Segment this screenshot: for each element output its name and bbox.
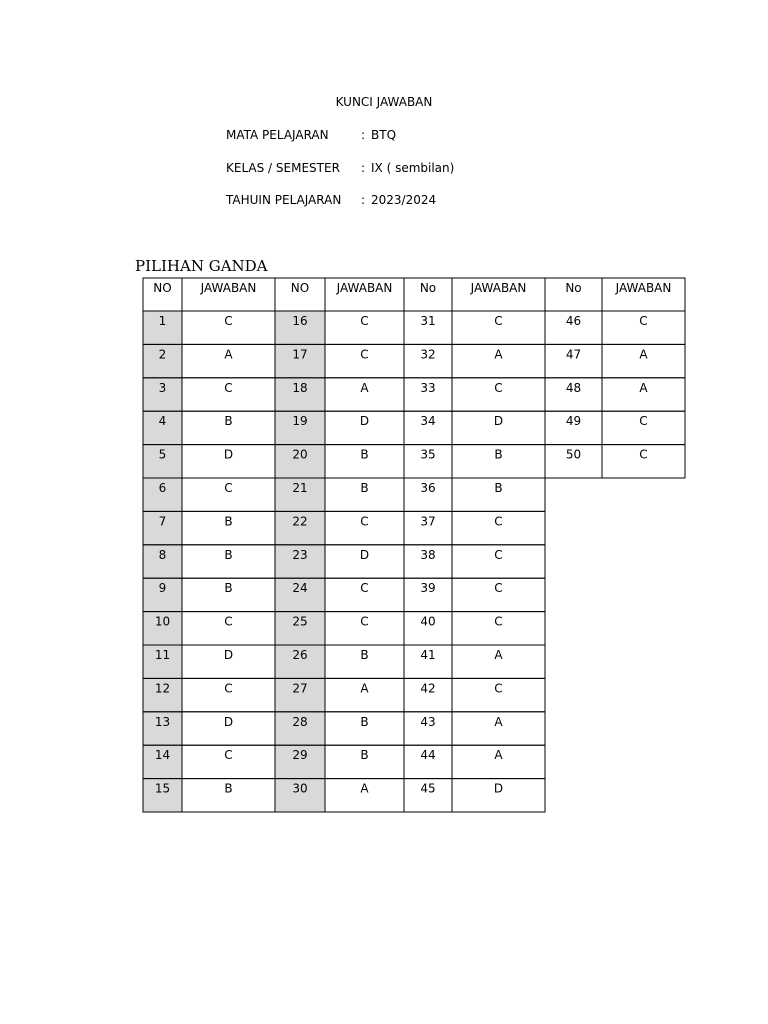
answer-letter: C — [224, 481, 233, 495]
info-value: 2023/2024 — [371, 193, 437, 207]
answer-letter: C — [224, 314, 233, 328]
question-number: 8 — [158, 547, 167, 562]
answer-letter: A — [224, 347, 233, 362]
question-number: 40 — [420, 614, 436, 629]
answer-letter: C — [494, 614, 503, 629]
header-label: JAWABAN — [470, 281, 527, 295]
question-number: 15 — [154, 781, 171, 796]
answer-letter: C — [639, 447, 648, 462]
question-number: 50 — [565, 447, 582, 462]
answer-letter: C — [494, 514, 503, 529]
question-number: 5 — [158, 447, 167, 462]
question-number: 16 — [292, 314, 308, 328]
question-number: 14 — [154, 748, 171, 763]
answer-letter: C — [494, 581, 503, 596]
question-number: 28 — [292, 714, 308, 729]
question-number: 36 — [420, 481, 436, 495]
question-number: 43 — [420, 714, 436, 729]
answer-letter: C — [360, 614, 369, 629]
header-label: NO — [290, 281, 310, 295]
question-number: 6 — [158, 481, 167, 495]
answer-letter: A — [360, 681, 369, 696]
answer-letter: D — [223, 447, 234, 462]
question-number: 22 — [292, 514, 308, 529]
answer-letter: C — [224, 681, 233, 696]
question-number: 18 — [292, 380, 308, 395]
info-value: BTQ — [371, 128, 397, 142]
answer-letter: A — [494, 748, 503, 763]
info-colon: : — [361, 161, 366, 175]
answer-letter: C — [494, 380, 503, 395]
question-number: 13 — [154, 714, 171, 729]
answer-letter: B — [360, 447, 369, 462]
answer-letter: D — [223, 714, 234, 729]
question-number: 44 — [420, 748, 436, 763]
question-number: 27 — [292, 681, 308, 696]
question-number: 19 — [292, 414, 308, 429]
answer-letter: A — [494, 347, 503, 362]
question-number: 31 — [420, 314, 436, 328]
answer-letter: A — [639, 380, 648, 395]
question-number: 17 — [292, 347, 308, 362]
question-number: 45 — [420, 781, 436, 796]
answer-letter: B — [360, 648, 369, 662]
question-number: 3 — [158, 380, 167, 395]
answer-letter: C — [360, 314, 369, 328]
answer-letter: B — [224, 581, 233, 596]
answer-letter: B — [494, 481, 503, 495]
header-label: NO — [153, 281, 172, 295]
answer-letter: A — [494, 648, 503, 662]
question-number: 24 — [292, 581, 308, 596]
question-number: 30 — [292, 781, 308, 796]
answer-letter: B — [360, 481, 369, 495]
answer-letter: C — [494, 314, 503, 328]
answer-letter: B — [224, 781, 233, 796]
section-title: PILIHAN GANDA — [135, 257, 268, 275]
answer-letter: C — [494, 547, 503, 562]
question-number: 49 — [565, 414, 582, 429]
info-label: MATA PELAJARAN — [226, 128, 329, 142]
info-value: IX ( sembilan) — [371, 161, 455, 175]
info-label: KELAS / SEMESTER — [226, 161, 340, 175]
header-label: JAWABAN — [615, 281, 672, 295]
answer-letter: B — [224, 414, 233, 429]
header-label: No — [419, 281, 437, 295]
answer-letter: A — [494, 714, 503, 729]
question-number: 26 — [292, 648, 308, 662]
question-number: 42 — [420, 681, 436, 696]
answer-letter: D — [493, 414, 504, 429]
question-number: 25 — [292, 614, 308, 629]
question-number: 20 — [292, 447, 308, 462]
answer-letter: C — [360, 581, 369, 596]
question-number: 1 — [158, 314, 167, 328]
answer-letter: B — [494, 447, 503, 462]
answer-letter: A — [360, 781, 369, 796]
question-number: 38 — [420, 547, 436, 562]
answer-letter: C — [224, 380, 233, 395]
answer-letter: D — [223, 648, 234, 662]
question-number: 29 — [292, 748, 308, 763]
question-number: 32 — [420, 347, 436, 362]
answer-letter: C — [224, 614, 233, 629]
info-colon: : — [361, 193, 366, 207]
answer-letter: D — [359, 547, 370, 562]
answer-letter: A — [360, 380, 369, 395]
answer-letter: C — [639, 414, 648, 429]
info-colon: : — [361, 128, 366, 142]
answer-letter: C — [360, 514, 369, 529]
answer-letter: B — [224, 514, 233, 529]
question-number: 41 — [420, 648, 436, 662]
answer-letter: C — [494, 681, 503, 696]
question-number: 39 — [420, 581, 436, 596]
question-number: 47 — [565, 347, 582, 362]
question-number: 21 — [292, 481, 308, 495]
question-number: 33 — [420, 380, 436, 395]
question-number: 12 — [154, 681, 171, 696]
question-number: 46 — [565, 314, 582, 328]
question-number: 2 — [158, 347, 167, 362]
answer-letter: B — [224, 547, 233, 562]
answer-letter: B — [360, 748, 369, 763]
header-label: JAWABAN — [336, 281, 393, 295]
answer-letter: C — [224, 748, 233, 763]
question-number: 37 — [420, 514, 436, 529]
answer-letter: A — [639, 347, 648, 362]
document-title: KUNCI JAWABAN — [335, 95, 433, 109]
question-number: 9 — [158, 581, 167, 596]
answer-letter: B — [360, 714, 369, 729]
question-number: 7 — [158, 514, 167, 529]
answer-letter: C — [639, 314, 648, 328]
question-number: 10 — [154, 614, 171, 629]
question-number: 34 — [420, 414, 436, 429]
question-number: 48 — [565, 380, 582, 395]
info-label: TAHUIN PELAJARAN — [226, 193, 342, 207]
answer-letter: D — [493, 781, 504, 796]
header-label: No — [565, 281, 582, 295]
header-label: JAWABAN — [200, 281, 257, 295]
question-number: 4 — [158, 414, 167, 429]
question-number: 35 — [420, 447, 436, 462]
question-number: 11 — [154, 648, 171, 662]
answer-letter: D — [359, 414, 370, 429]
question-number: 23 — [292, 547, 308, 562]
answer-letter: C — [360, 347, 369, 362]
